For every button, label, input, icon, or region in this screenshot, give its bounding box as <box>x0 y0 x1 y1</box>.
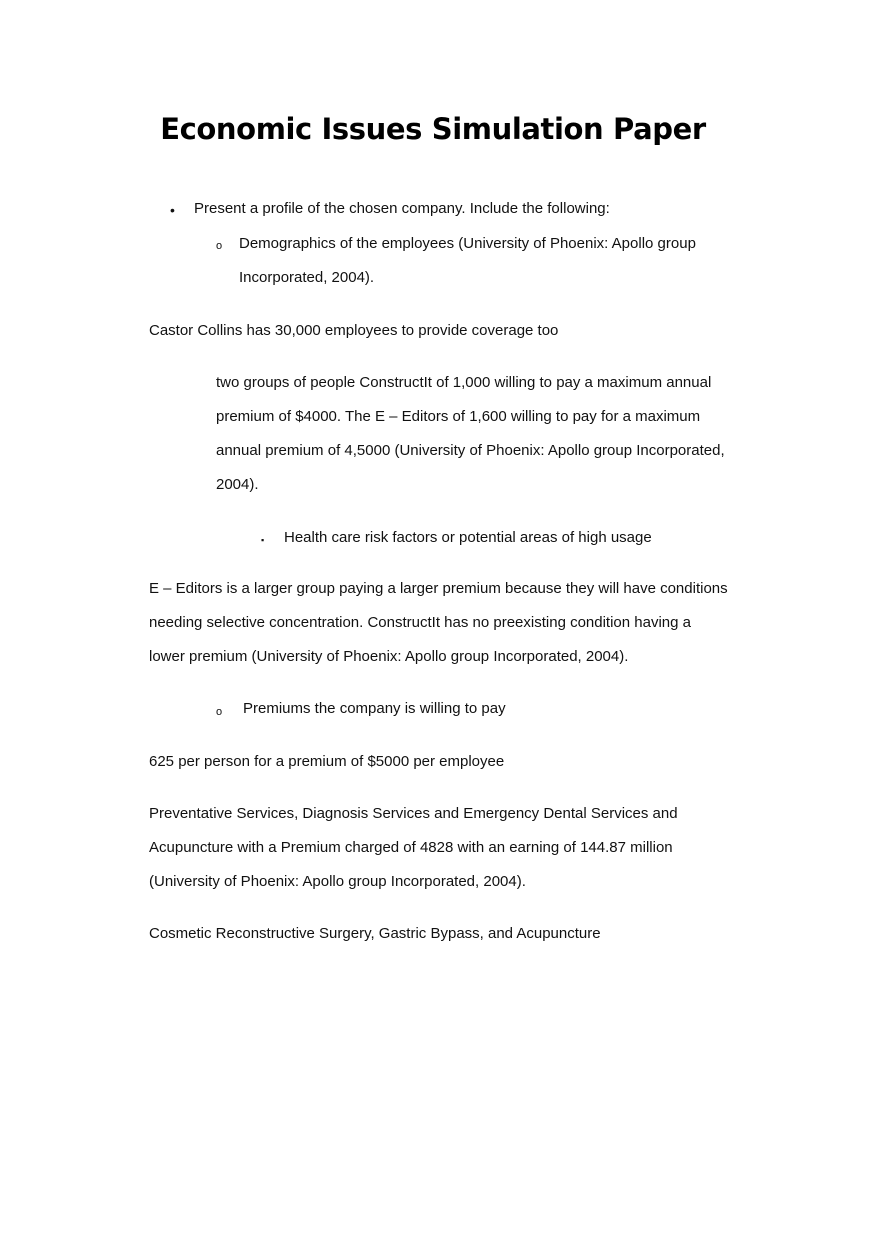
block-groups-line: two groups of people ConstructIt of 1,000 willing to pay a maximum annual <box>216 374 712 391</box>
paragraph-coverage: Castor Collins has 30,000 employees to provide coverage too <box>149 322 559 339</box>
paragraph-editors-line: lower premium (University of Phoenix: Apollo group Incorporated, 2004). <box>149 648 629 665</box>
bullet-circle: o <box>216 240 223 252</box>
paragraph-per-person: 625 per person for a premium of $5000 per employee <box>149 753 505 770</box>
page-title: Economic Issues Simulation Paper <box>160 112 706 146</box>
paragraph-services-line: (University of Phoenix: Apollo group Incorporated, 2004). <box>149 873 526 890</box>
outline-item-company-profile: Present a profile of the chosen company. Include the following: <box>194 200 610 217</box>
paragraph-services-line: Preventative Services, Diagnosis Services and Emergency Dental Services and <box>149 805 678 822</box>
outline-item-risk-factors: Health care risk factors or potential areas of high usage <box>284 529 652 546</box>
block-groups-line: premium of $4000. The E – Editors of 1,600 willing to pay for a maximum <box>216 408 701 425</box>
paragraph-editors-line: E – Editors is a larger group paying a larger premium because they will have conditions <box>149 580 728 597</box>
paragraph-editors-line: needing selective concentration. ConstructIt has no preexisting condition having a <box>149 614 691 631</box>
paragraph-services-line: Acupuncture with a Premium charged of 4828 with an earning of 144.87 million <box>149 839 673 856</box>
block-groups-line: annual premium of 4,5000 (University of Phoenix: Apollo group Incorporated, <box>216 442 725 459</box>
bullet-square: ▪ <box>261 535 265 545</box>
block-groups-line: 2004). <box>216 476 259 493</box>
outline-item-demographics-line2: Incorporated, 2004). <box>239 269 375 286</box>
outline-item-premiums: Premiums the company is willing to pay <box>243 700 506 717</box>
outline-item-demographics-line1: Demographics of the employees (University of Phoenix: Apollo group <box>239 235 696 252</box>
bullet-disc: • <box>170 202 175 218</box>
bullet-circle: o <box>216 706 223 718</box>
paragraph-cosmetic: Cosmetic Reconstructive Surgery, Gastric Bypass, and Acupuncture <box>149 925 601 942</box>
